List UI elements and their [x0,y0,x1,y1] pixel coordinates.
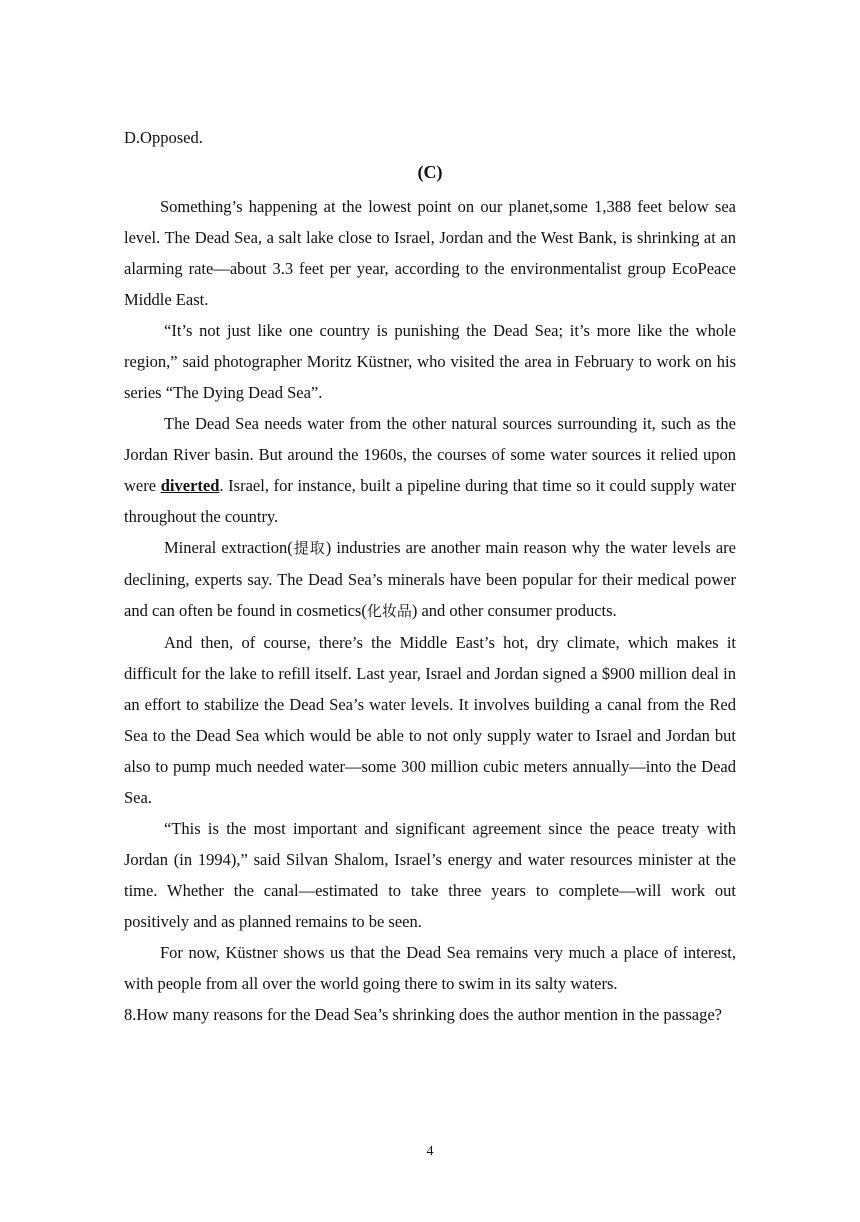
question-8: 8.How many reasons for the Dead Sea’s shrinking does the author mention in the passage? [124,1005,722,1024]
keyword-diverted: diverted [160,476,220,495]
paragraph-4 [124,532,736,627]
gloss-cosmetics: 化妆品 [366,602,412,620]
paragraph-3-text-b: . Israel, for instance, built a pipeline during that time so it could supply water throughout the country. [124,476,736,526]
gloss-extraction: 提取 [292,539,326,557]
page-number: 4 [426,1144,434,1159]
paragraph-1: Something’s happening at the lowest point on our planet,some 1,388 feet below sea level. The Dead Sea, a salt lake close to Israel, Jordan and the West Bank, is shrinking at an alarming rate—about 3.3 feet per year, according to the environmentalist group EcoPeace Middle East. [124,197,736,309]
paragraph-5: And then, of course, there’s the Middle East’s hot, dry climate, which makes it difficult for the lake to refill itself. Last year, Israel and Jordan signed a $900 million deal in an effort to stabilize the Dead Sea’s water levels. It involves building a canal from the Red Sea to the Dead Sea which would be able to not only supply water to Israel and Jordan but also to pump much needed water—some 300 million cubic meters annually—into the Dead Sea. [124,633,736,807]
paragraph-3-text-a: The Dead Sea needs water from the other natural sources surrounding it, such as the Jordan River basin. But around the 1960s, the courses of some water sources it relied upon were [124,414,736,495]
section-heading: (C) [417,162,443,182]
paragraph-6: “This is the most important and significant agreement since the peace treaty with Jordan (in 1994),” said Silvan Shalom, Israel’s energy and water resources minister at the time. Whether the canal—estimated to take three years to complete—will work out positively and as planned remains to be seen. [124,819,736,931]
paragraph-4-text-c: ) and other consumer products. [411,601,617,620]
paragraph-2: “It’s not just like one country is punishing the Dead Sea; it’s more like the whole region,” said photographer Moritz Küstner, who visited the area in February to work on his series “The Dying Dead Sea”. [124,321,736,402]
option-d: D.Opposed. [124,128,203,147]
paragraph-4-text-a: Mineral extraction( [164,538,293,557]
document-page [124,120,736,1030]
paragraph-3 [124,408,736,532]
paragraph-4-text-b: ) industries are another main reason why the water levels are declining, experts say. The Dead Sea’s minerals have been popular for their medical power and can often be found in cosmetics( [124,538,736,620]
paragraph-7: For now, Küstner shows us that the Dead Sea remains very much a place of interest, with people from all over the world going there to swim in its salty waters. [124,943,736,993]
